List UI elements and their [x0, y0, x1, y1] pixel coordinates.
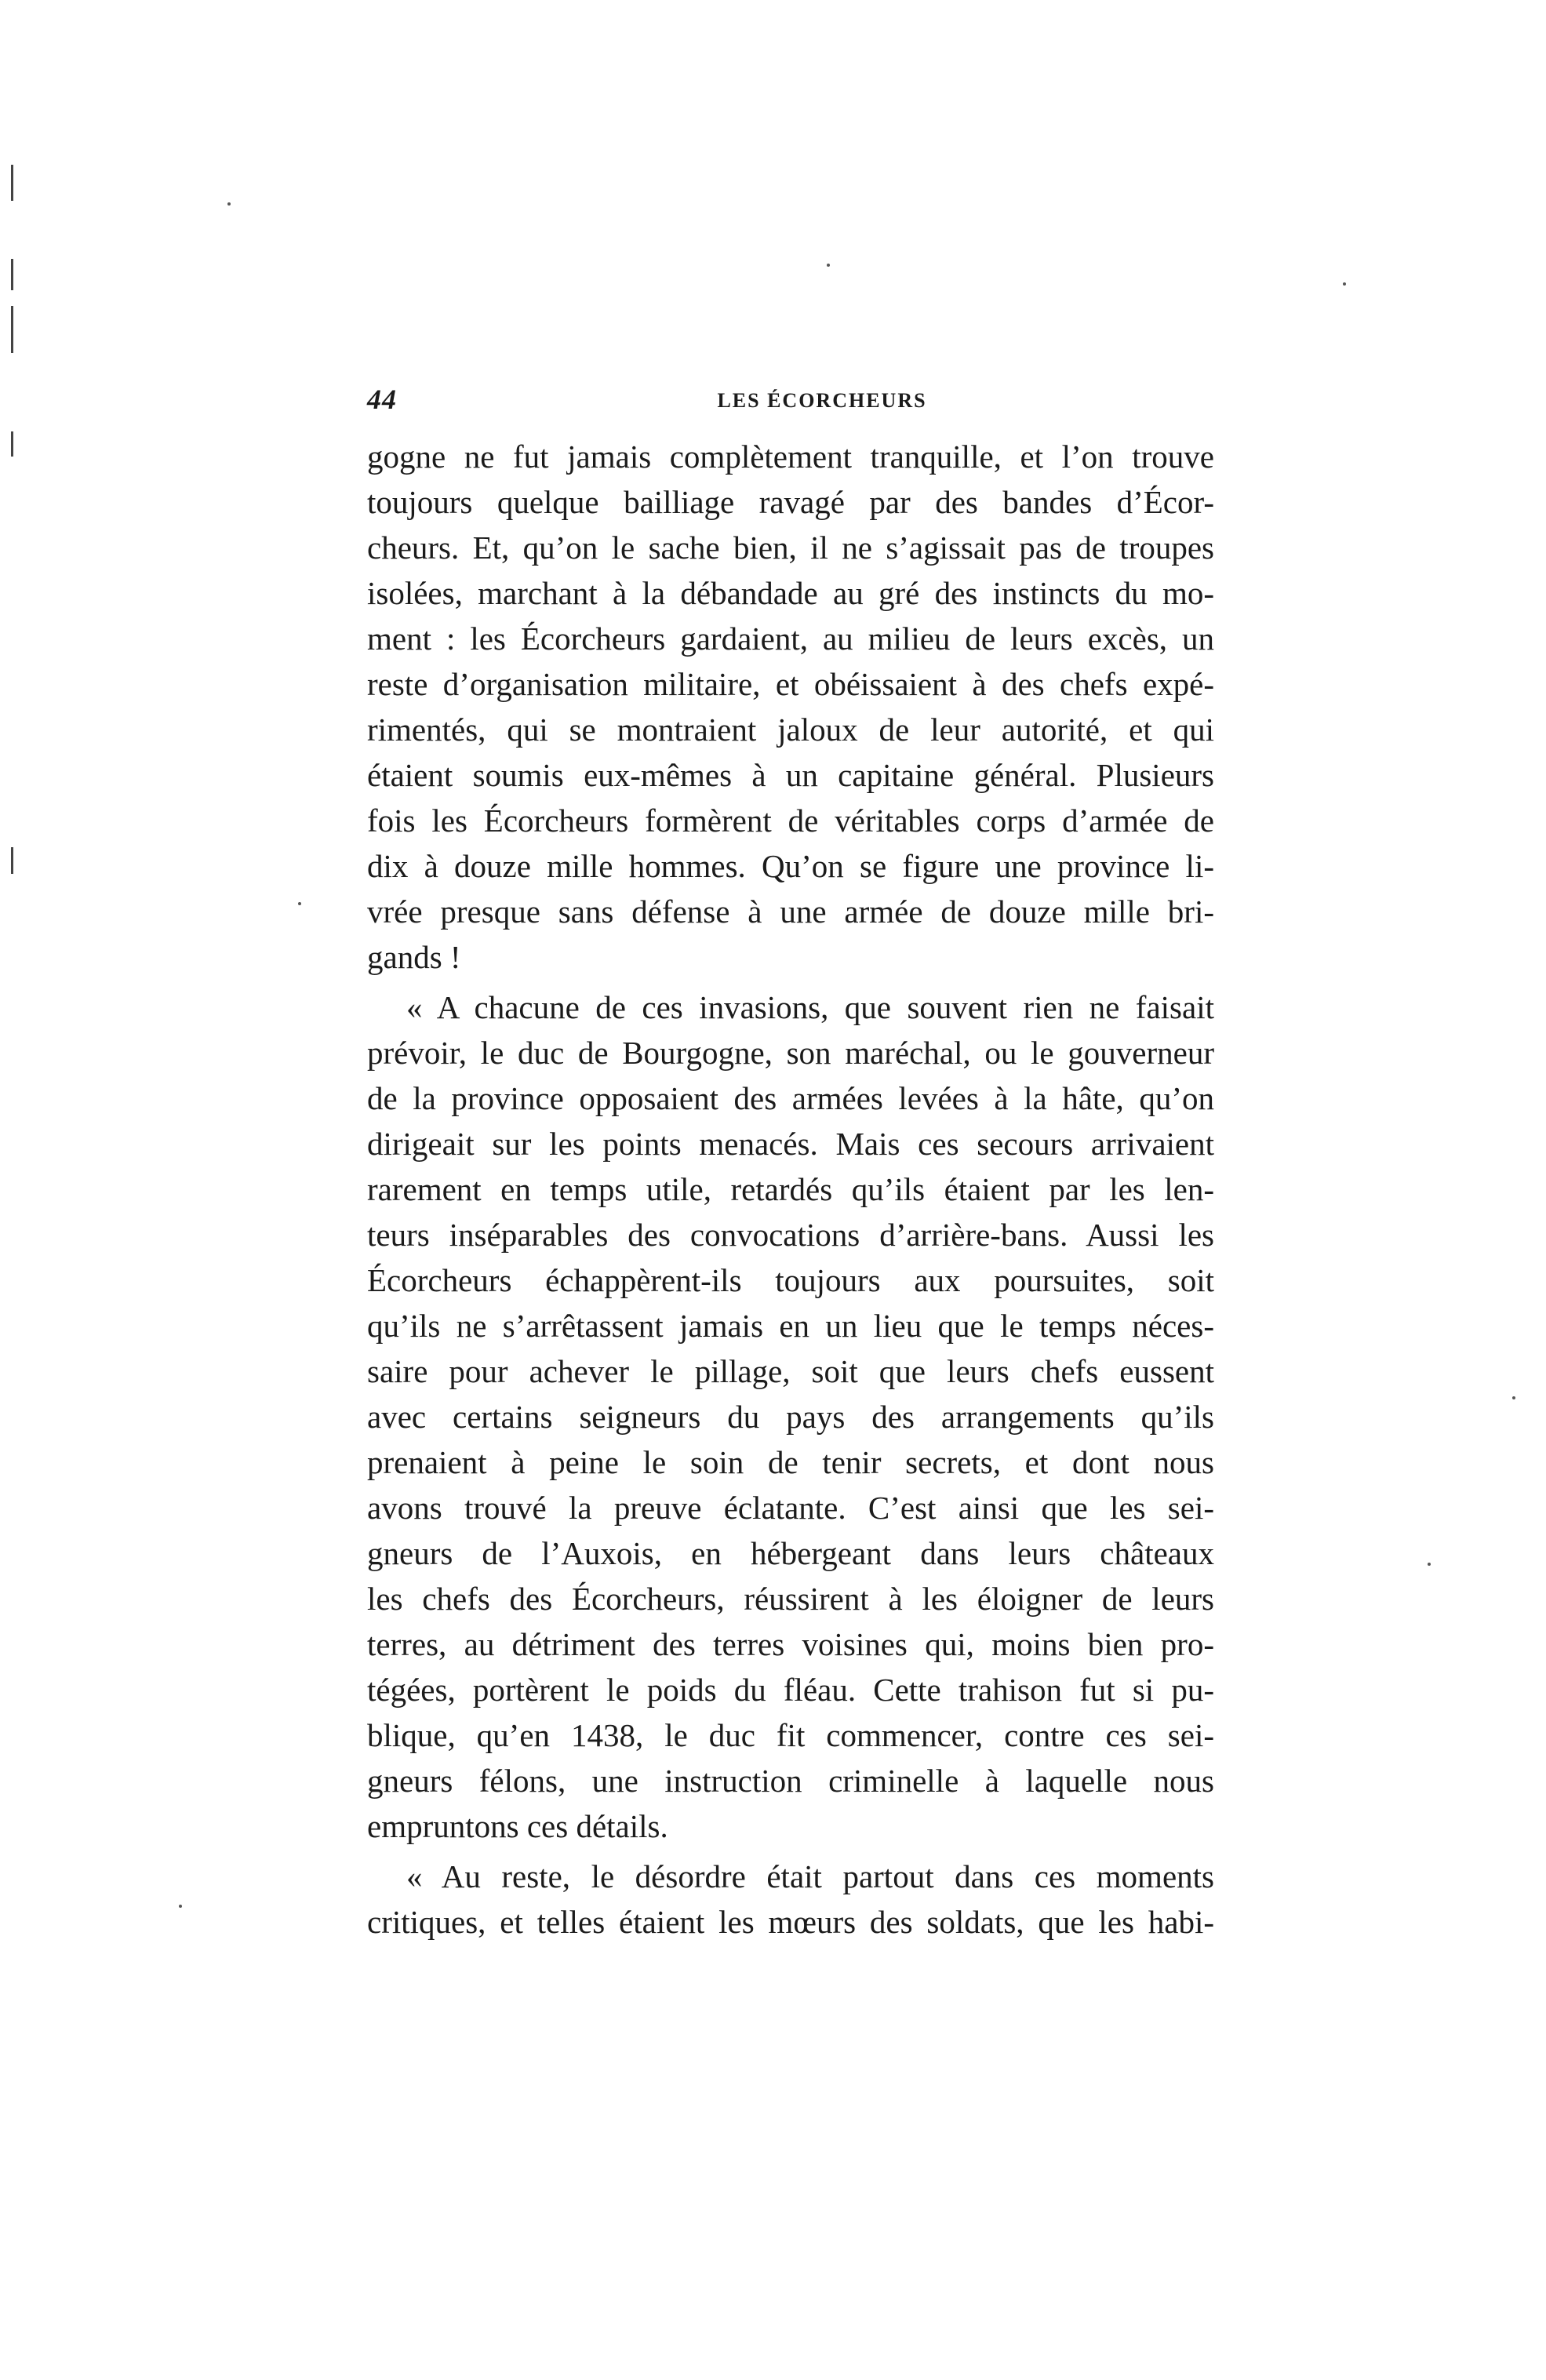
text-line: gands !: [367, 939, 461, 975]
text-line: de la province opposaient des armées levées à la hâte, qu’on: [367, 1080, 1214, 1116]
scan-margin-mark: [11, 165, 13, 201]
body-text: [367, 434, 1214, 1945]
text-line: « A chacune de ces invasions, que souvent rien ne faisait: [406, 989, 1214, 1025]
text-line: étaient soumis eux-mêmes à un capitaine général. Plusieurs: [367, 757, 1214, 793]
text-line: rarement en temps utile, retardés qu’ils étaient par les len-: [367, 1171, 1214, 1207]
text-line: toujours quelque bailliage ravagé par des bandes d’Écor-: [367, 484, 1214, 520]
text-line: tégées, portèrent le poids du fléau. Cette trahison fut si pu-: [367, 1672, 1214, 1708]
page-header: [367, 383, 1214, 422]
scan-margin-mark: [11, 431, 13, 457]
text-line: fois les Écorcheurs formèrent de véritables corps d’armée de: [367, 802, 1214, 839]
text-line: gogne ne fut jamais complètement tranquille, et l’on trouve: [367, 439, 1214, 475]
text-line: gneurs de l’Auxois, en hébergeant dans leurs châteaux: [367, 1535, 1214, 1571]
paragraph-3: [367, 1854, 1214, 1945]
text-line: les chefs des Écorcheurs, réussirent à les éloigner de leurs: [367, 1581, 1214, 1617]
scan-margin-mark: [11, 306, 13, 353]
text-line: avec certains seigneurs du pays des arrangements qu’ils: [367, 1399, 1214, 1435]
text-line: dix à douze mille hommes. Qu’on se figure une province li-: [367, 848, 1214, 884]
text-line: prévoir, le duc de Bourgogne, son maréchal, ou le gouverneur: [367, 1035, 1214, 1071]
text-line: cheurs. Et, qu’on le sache bien, il ne s’agissait pas de troupes: [367, 529, 1214, 566]
text-line: prenaient à peine le soin de tenir secrets, et dont nous: [367, 1444, 1214, 1480]
scan-speck: [179, 1905, 182, 1908]
text-line: gneurs félons, une instruction criminelle à laquelle nous: [367, 1763, 1214, 1799]
scan-speck: [827, 264, 830, 267]
page-number: 44: [367, 384, 397, 415]
scan-margin-mark: [11, 847, 13, 874]
text-line: dirigeait sur les points menacés. Mais ces secours arrivaient: [367, 1126, 1214, 1162]
text-line: « Au reste, le désordre était partout dans ces moments: [406, 1858, 1214, 1894]
text-line: isolées, marchant à la débandade au gré des instincts du mo-: [367, 575, 1214, 611]
text-line: vrée presque sans défense à une armée de douze mille bri-: [367, 893, 1214, 930]
scan-margin-mark: [11, 259, 13, 290]
running-title: LES ÉCORCHEURS: [717, 389, 927, 412]
text-line: teurs inséparables des convocations d’arrière-bans. Aussi les: [367, 1217, 1214, 1253]
scan-speck: [298, 902, 301, 905]
text-line: terres, au détriment des terres voisines qui, moins bien pro-: [367, 1626, 1214, 1662]
text-line: avons trouvé la preuve éclatante. C’est ainsi que les sei-: [367, 1490, 1214, 1526]
scan-speck: [1343, 282, 1346, 286]
text-line: reste d’organisation militaire, et obéissaient à des chefs expé-: [367, 666, 1214, 702]
scan-speck: [1428, 1563, 1431, 1566]
text-line: blique, qu’en 1438, le duc fit commencer, contre ces sei-: [367, 1717, 1214, 1753]
text-line: rimentés, qui se montraient jaloux de leur autorité, et qui: [367, 711, 1214, 748]
text-line: ment : les Écorcheurs gardaient, au milieu de leurs excès, un: [367, 620, 1214, 657]
scan-speck: [227, 202, 231, 206]
text-line: qu’ils ne s’arrêtassent jamais en un lieu que le temps néces-: [367, 1308, 1214, 1344]
paragraph-2: [367, 984, 1214, 1849]
text-line: empruntons ces détails.: [367, 1808, 668, 1844]
scan-speck: [1512, 1396, 1515, 1399]
paragraph-1: [367, 434, 1214, 980]
text-line: critiques, et telles étaient les mœurs des soldats, que les habi-: [367, 1904, 1214, 1940]
text-line: saire pour achever le pillage, soit que leurs chefs eussent: [367, 1353, 1214, 1389]
text-line: Écorcheurs échappèrent-ils toujours aux poursuites, soit: [367, 1262, 1214, 1298]
